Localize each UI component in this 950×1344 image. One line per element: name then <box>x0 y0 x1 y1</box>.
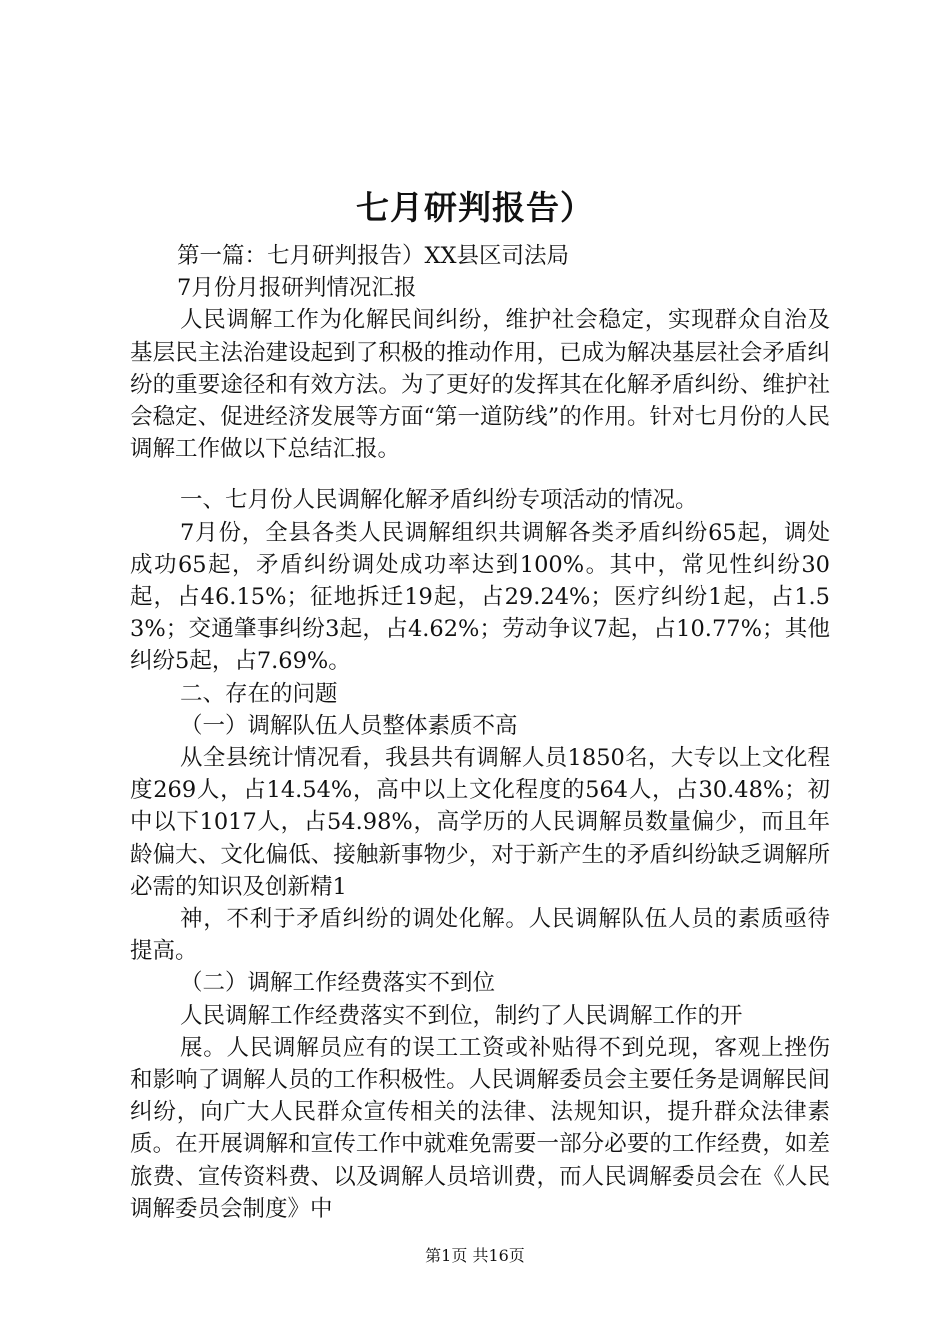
paragraph-funding-intro: 人民调解工作经费落实不到位，制约了人民调解工作的开 <box>180 1002 743 1029</box>
paragraph-subsection-2: （二）调解工作经费落实不到位 <box>180 970 496 997</box>
paragraph-staff-conclusion: 神，不利于矛盾纠纷的调处化解。人民调解队伍人员的素质亟待提高。 <box>130 906 830 965</box>
paragraph-subheading: 7月份月报研判情况汇报 <box>177 275 417 302</box>
paragraph-statistics: 7月份，全县各类人民调解组织共调解各类矛盾纠纷65起，调处成功65起，矛盾纠纷调处成功率达到100%。其中，常见性纠纷30起，占46.15%；征地拆迁19起，占29.24%；医疗纠纷1起，占1.53%；交通肇事纠纷3起，占4.62%；劳动争议7起，占10.77%；其他纠纷5起，占7.69%。 <box>130 519 830 675</box>
document-body <box>130 240 830 1225</box>
paragraph-section-1: 一、七月份人民调解化解矛盾纠纷专项活动的情况。 <box>180 487 698 514</box>
paragraph-section-2: 二、存在的问题 <box>180 680 338 707</box>
document-title: 七月研判报告） <box>356 188 594 227</box>
paragraph-subsection-1: （一）调解队伍人员整体素质不高 <box>180 712 518 739</box>
paragraph-staff-stats: 从全县统计情况看，我县共有调解人员1850名，大专以上文化程度269人，占14.54%，高中以上文化程度的564人，占30.48%；初中以下1017人，占54.98%，高学历的人民调解员数量偏少，而且年龄偏大、文化偏低、接触新事物少，对于新产生的矛盾纠纷缺乏调解所必需的知识及创新精1 <box>130 745 830 900</box>
paragraph-intro: 人民调解工作为化解民间纠纷，维护社会稳定，实现群众自治及基层民主法治建设起到了积极的推动作用，已成为解决基层社会矛盾纠纷的重要途径和有效方法。为了更好的发挥其在化解矛盾纠纷、维护社会稳定、促进经济发展等方面“第一道防线”的作用。针对七月份的人民调解工作做以下总结汇报。 <box>130 307 830 463</box>
paragraph-heading-1: 第一篇：七月研判报告）XX县区司法局 <box>177 243 570 269</box>
paragraph-funding-detail: 展。人民调解员应有的误工工资或补贴得不到兑现，客观上挫伤和影响了调解人员的工作积极性。人民调解委员会主要任务是调解民间纠纷，向广大人民群众宣传相关的法律、法规知识，提升群众法律素质。在开展调解和宣传工作中就难免需要一部分必要的工作经费，如差旅费、宣传资料费、以及调解人员培训费，而人民调解委员会在《人民调解委员会制度》中 <box>130 1034 830 1222</box>
page-footer: 第1页 共16页 <box>425 1246 525 1265</box>
